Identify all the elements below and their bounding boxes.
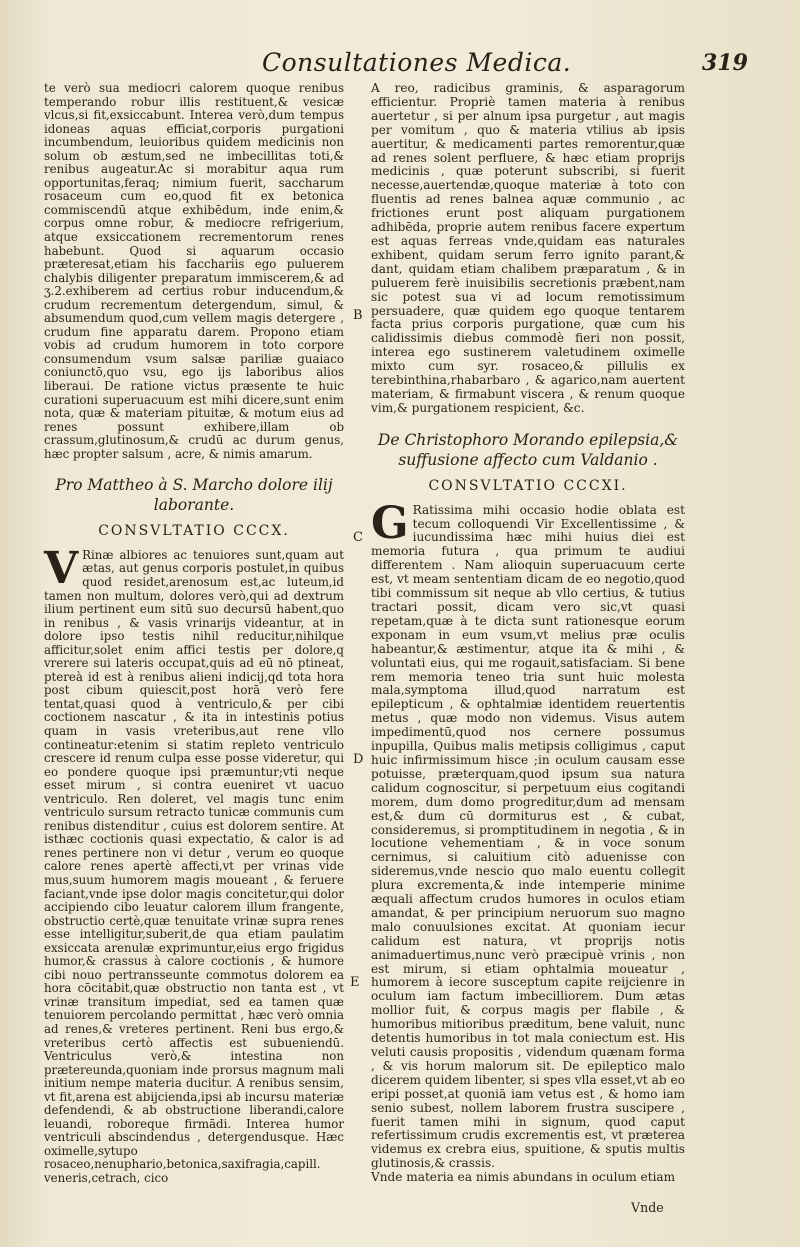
dropcap-g: G [371, 497, 409, 549]
case-body-311-text: Ratissima mihi occasio hodie oblata est tecum colloquendi Vir Excellentissime , & iucundissima hæc mihi huius diei est memoria futura , qua primum te audiui differentem . Nam alioquin superuacuum certe est, vt meam sententiam dicam de eo negotio,quod tibi commissum sit neque ab vllo certius, & tutius tractari possit, dicam vero sic,vt quasi repetam,quæ à te dicta sunt rationesque eorum exponam in eum vsum,vt melius præ oculis habeantur,& æstimentur, atque ita & mihi , & voluntati eius, qui me rogauit,satisfaciam. Si bene rem memoria teneo tria sunt huic molesta mala,symptoma illud,quod narratum est epilepticum , & ophtalmiæ identidem reuertentis metus , quæ modo non videmus. Visus autem impedimentū,quod nos cernere possumus inpupilla, Quibus malis metipsis colligimus , caput huic infirmissimum hisce ;in oculum causam esse potuisse, præterquam,quod ipsum sua natura calidum cognoscitur, si perpetuum eius cogitandi morem, dum domo progreditur,dum ad mensam est,& dum cū dormiturus est , & cubat, consideremus, si promptitudinem in negotia , & in locutione vehementiam , & in voce sonum cernimus, si caluitium citò aduenisse con sideremus,vnde nescio quo malo euentu collegit plura excrementa,& inde intemperie minime æquali affectum crudos humores in oculos etiam amandat, & per principium neruorum suo magno malo conuulsiones excitat. At quoniam iecur calidum est natura, vt proprijs notis animaduertimus,nunc verò præcipuè vrinis , non est mirum, si etiam ophtalmia moueatur , humorem à iecore susceptum capite reijcienre in oculum iam factum imbecilliorem. Dum ætas mollior fuit, & corpus magis per flabile , & humoribus mitioribus præditum, bene valuit, nunc detentis humoribus in tot mala coniectum est. His veluti causis propositis , videndum quænam forma , & vis horum malorum sit. De epileptico malo dicerem quidem libenter, si spes vlla esset,vt ab eo eripi posset,at quoniā iam vetus est , & homo iam senio subest, nollem laborem frustra suscipere , fuerit tamen mihi in signum, quod caput refertissimum crudis excrementis est, vt præterea videmus ex crebra eius, spuitione, & sputis multis glutinosis,& crassis. [371, 502, 685, 1171]
case-title-311: De Christophoro Morando epilepsia,& suffusione affecto cum Valdanio . [377, 430, 679, 469]
case-number-310: CONSVLTATIO CCCX. [98, 523, 290, 540]
case-title-310: Pro Mattheo à S. Marcho dolore ilij laborante. [55, 476, 333, 515]
margin-letter-c: C [353, 530, 363, 545]
dropcap-v: V [44, 542, 79, 594]
case-number-311: CONSVLTATIO CCCXI. [428, 477, 628, 494]
right-column [371, 82, 685, 1185]
running-title: Consultationes Medica. [262, 48, 572, 77]
margin-letter-b: B [353, 308, 363, 323]
margin-letter-e: E [350, 975, 360, 990]
catchword: Vnde [631, 1200, 664, 1215]
left-intro-paragraph: te verò sua mediocri calorem quoque renibus temperando robur illis restituent,& vesicæ vlcus,si fit,exsiccabunt. Interea verò,dum tempus idoneas aquas efficiat,corporis purgationi incumbendum, leuioribus quidem medicinis non solum ob æstum,sed ne imbecillitas toti,& renibus augeatur.Ac si morabitur aqua rum opportunitas,feraq; nimium fuerit, saccharum rosaceum cum eo,quod fit ex betonica commiscendū atque exhibēdum, inde enim,& corpus omne robur, & mediocre refrigerium, atque exsiccationem recrementorum renes habebunt. Quod si aquarum occasio præteresat,etiam his facchariis ego puluerem chalybis diligenter preparatum immiscerem,& ad ʒ.2.exhiberem ad certius robur inducendum,& crudum recrementum detergendum, simul, & absumendum quod,cum vellem magis detergere , crudum fine apparatu darem. Propono etiam vobis ad crudum humorem in toto corpore consumendum vsum salsæ pariliæ guaiaco coniunctō,quo vsu, ego ijs laboribus alios liberaui. De ratione victus præsente te huic curationi superuacuum est mihi dicere,sunt enim nota, quæ & materiam pituitæ, & motum eius ad renes possunt exhibere,illam ob crassum,glutinosum,& crudū ac durum genus, hæc propter salsum , acre, & nimis amarum. [44, 81, 344, 461]
right-last-line: Vnde materia ea nimis abundans in oculum etiam [371, 1170, 676, 1185]
margin-letter-d: D [353, 752, 364, 767]
case-body-310-text: Rinæ albiores ac tenuiores sunt,quam aut ætas, aut genus corporis postulet,in quibus quod residet,arenosum est,ac luteum,id tamen non multum, dolores verò,qui ad dextrum ilium pertinent eum sitū suo decursū habent,quo in renibus , & vasis vrinarijs videantur, at in dolore ipso testis nihil reducitur,nihilque afficitur,solet enim affici testis per dolore,q vrerere sui lateris occupat,quis ad eū nō ptineat, ptereà id est à renibus alieni indicij,qd tota hora post cibum quiescit,post horā verò fere tentat,quasi quod à ventriculo,& per cibi coctionem nascatur , & ita in intestinis potius quam in vasis vreteribus,aut rene vllo contineatur:etenim si statim repleto ventriculo crescere id renum culpa esse posse videretur, qui eo pondere quoque ipsi præmuntur;vti neque esset mirum , si contra eueniret vt uacuo ventriculo. Ren doleret, vel magis tunc enim ventriculo sursum retracto tunicæ communis cum renibus distenditur , cuius est dolorem sentire. At isthæc coctionis quasi expectatio, & calor is ad renes pertinere non vi detur , verum eo quoque calore renes apertè affecti,vt per vrinas vide mus,suum humorem magis moueant , & feruere faciant,vnde ipse dolor magis concitetur,qui dolor accipiendo cibo leuatur calorem illum frangente, obstructio certè,quæ tenuitate vrinæ supra renes esse intelligitur,suberit,de qua etiam paulatim exsiccata arenulæ exprimuntur,eius ergo frigidus humor,& crassus à calore coctionis , & humore cibi nouo pertransseunte commotus dolorem ea hora cōcitabit,quæ obstructio non tanta est , vt vrinæ transitum impediat, sed ea tamen quæ tenuiorem percolando permittat , hæc verò omnia ad renes,& vreteres pertinent. Reni bus ergo,& vreteribus certò affectis est subueniendū. Ventriculus verò,& intestina non prætereunda,quoniam inde prorsus magnum mali initium nempe materia ducitur. A renibus sensim, vt fit,arena est abijcienda,ipsi ab incursu materiæ defendendi, & ab obstructione liberandi,calore leuandi, roboreque firmādi. Interea humor ventriculi abscindendus , detergendusque. Hæc oximelle,sytupo rosaceo,nenuphario,betonica,saxifragia,capill. veneris,cetrach, cico [44, 547, 344, 1186]
case-body-311 [371, 497, 685, 1172]
right-intro-paragraph: A reo, radicibus graminis, & asparagorum efficientur. Propriè tamen materia à renibus auertetur , si per alnum ipsa purgetur , aut magis per vomitum , quo & materia vtilius ab ipsis auertitur, & medicamenti partes remorentur,quæ ad renes solent perfluere, & hæc etiam proprijs medicinis , quæ poterunt subscribi, si fuerit necesse,auertendæ,quoque materiæ à toto con fluentis ad renes balnea aquæ communio , ac frictiones erunt post aliquam purgationem adhibēda, proprie autem renibus facere expertum est aquas ferreas vnde,quidam eas naturales exhibent, quidam serum ferro ignito parant,& dant, quidam etiam chalibem præparatum , & in puluerem ferè inuisibilis secretionis præbent,nam sic potest sua vi ad locum remotissimum persuadere, quæ quidem ego quoque tentarem facta prius corporis purgatione, quæ cum his calidissimis diebus commodè fieri non possit, interea ego sustinerem valetudinem oximelle mixto cum syr. rosaceo,& pillulis ex terebinthina,rhabarbaro , & agarico,nam auertent materiam, & firmabunt viscera , & renum quoque vim,& purgationem respicient, &c. [371, 81, 685, 415]
page-number: 319 [702, 50, 748, 76]
left-column [44, 82, 344, 1186]
page-header [0, 48, 800, 78]
case-body-310 [44, 542, 344, 1186]
